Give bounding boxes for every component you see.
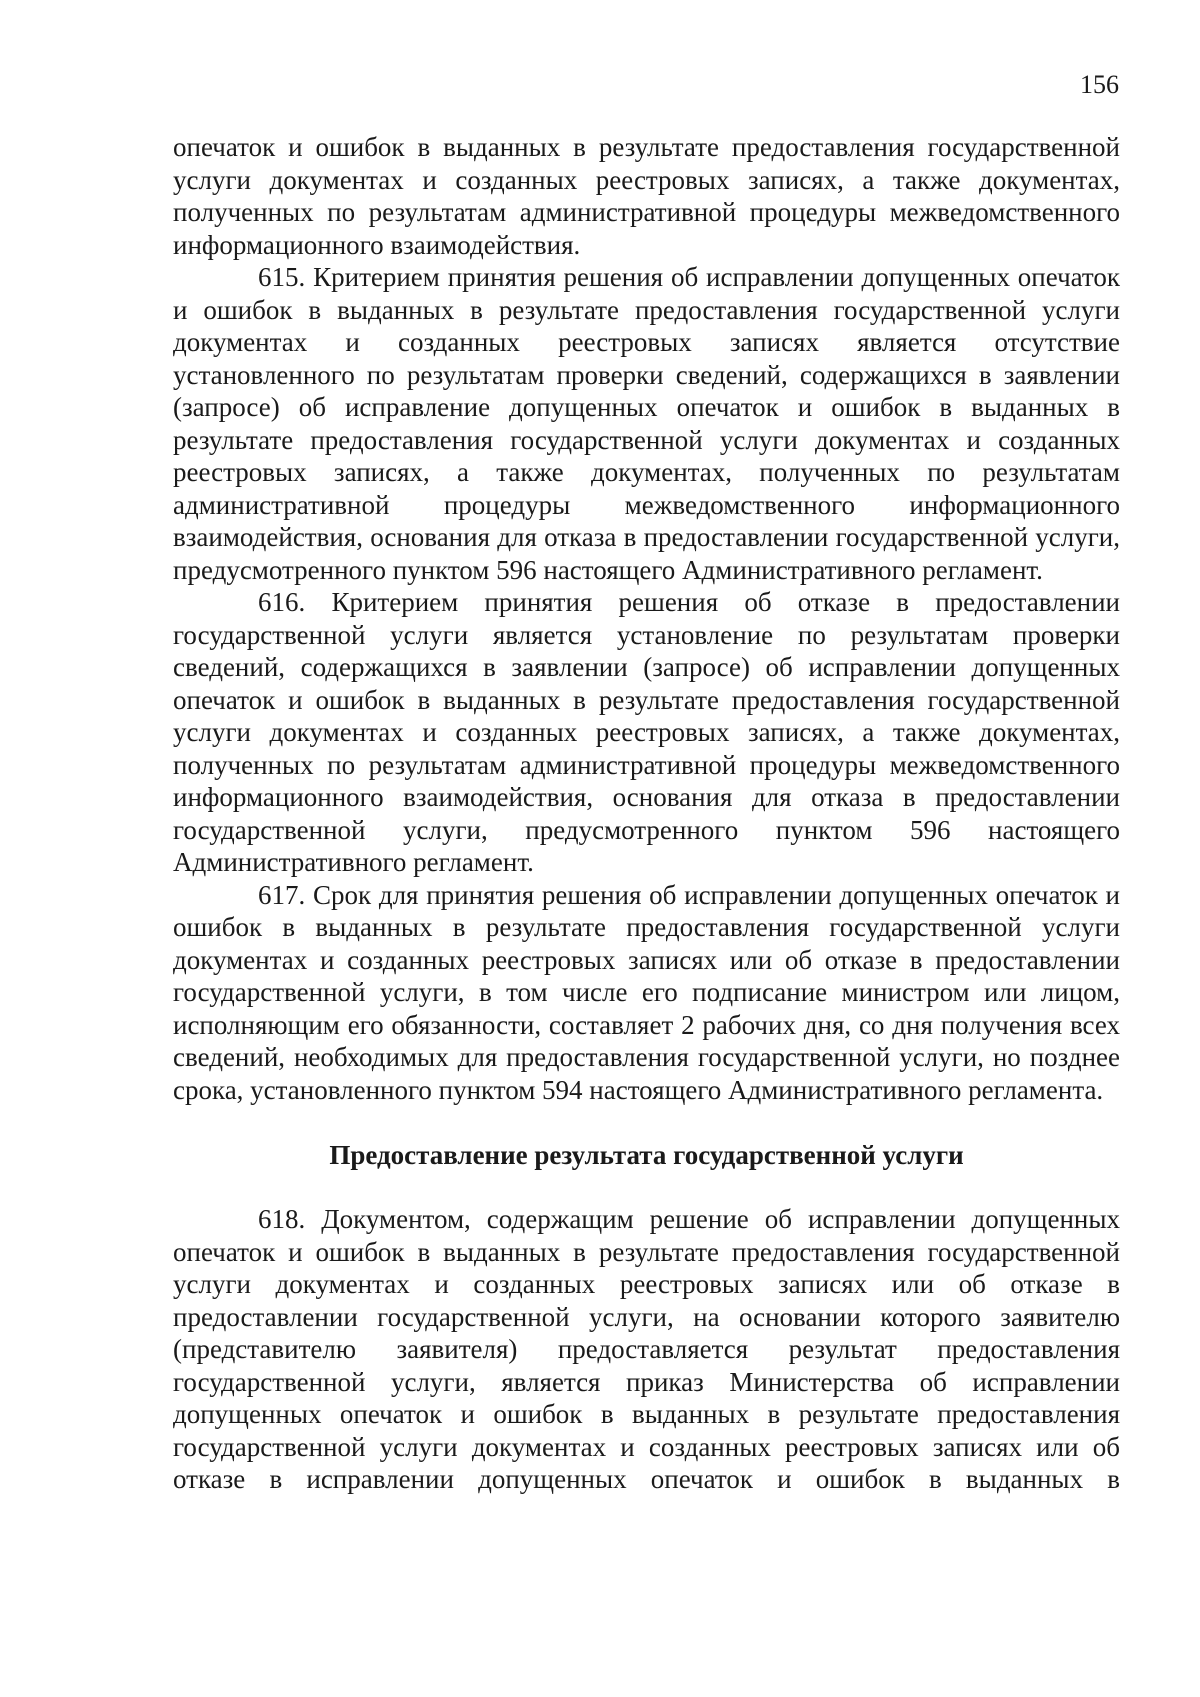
section-heading: Предоставление результата государственной услуги — [329, 1140, 964, 1170]
paragraph-continuation: опечаток и ошибок в выданных в результате предоставления государственной услуги документах и созданных реестровых записях, а также документах, полученных по результатам административной процедуры межведомственного информационного взаимодействия. — [173, 132, 1120, 260]
paragraph-616: 616. Критерием принятия решения об отказе в предоставлении государственной услуги является установление по результатам проверки сведений, содержащихся в заявлении (запросе) об исправлении допущенных опечаток и ошибок в выданных в результате предоставления государственной услуги документах и созданных реестровых записях, а также документах, полученных по результатам административной процедуры межведомственного информационного взаимодействия, основания для отказа в предоставлении государственной услуги, предусмотренного пунктом 596 настоящего Административного регламент. — [173, 587, 1120, 877]
paragraph-618: 618. Документом, содержащим решение об исправлении допущенных опечаток и ошибок в выданных в результате предоставления государственной услуги документах и созданных реестровых записях или об отказе в предоставлении государственной услуги, на основании которого заявителю (представителю заявителя) предоставляется результат предоставления государственной услуги, является приказ Министерства об исправлении допущенных опечаток и ошибок в выданных в результате предоставления государственной услуги документах и созданных реестровых записях или об отказе в исправлении допущенных опечаток и ошибок в выданных в — [173, 1204, 1120, 1494]
paragraph-617: 617. Срок для принятия решения об исправлении допущенных опечаток и ошибок в выданных в результате предоставления государственной услуги документах и созданных реестровых записях или об отказе в предоставлении государственной услуги, в том числе его подписание министром или лицом, исполняющим его обязанности, составляет 2 рабочих дня, со дня получения всех сведений, необходимых для предоставления государственной услуги, но позднее срока, установленного пунктом 594 настоящего Административного регламента. — [173, 879, 1120, 1105]
paragraph-615: 615. Критерием принятия решения об исправлении допущенных опечаток и ошибок в выданных в результате предоставления государственной услуги документах и созданных реестровых записях является отсутствие установленного по результатам проверки сведений, содержащихся в заявлении (запросе) об исправление допущенных опечаток и ошибок в выданных в результате предоставления государственной услуги документах и созданных реестровых записях, а также документах, полученных по результатам административной процедуры межведомственного информационного взаимодействия, основания для отказа в предоставлении государственной услуги, предусмотренного пунктом 596 настоящего Административного регламент. — [173, 262, 1120, 585]
document-body — [173, 131, 1120, 1496]
page-number: 156 — [1080, 70, 1119, 99]
